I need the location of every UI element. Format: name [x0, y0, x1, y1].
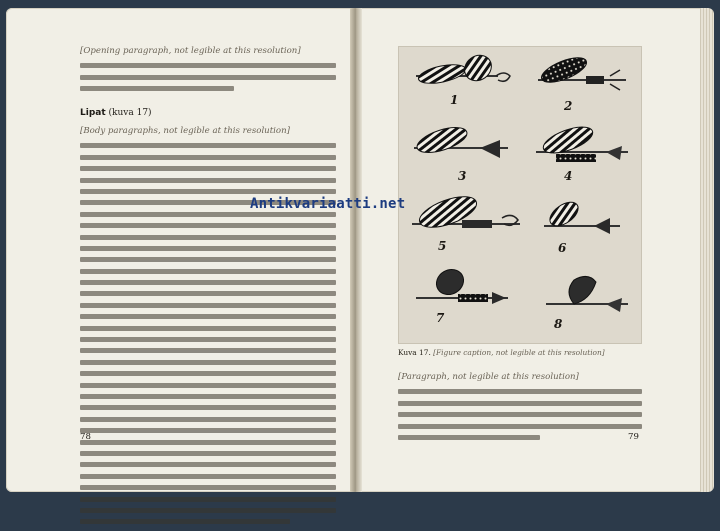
lure-number-8: 8 — [554, 317, 563, 331]
lure-7 — [416, 265, 508, 304]
text-line — [80, 269, 336, 274]
text-line — [80, 348, 336, 353]
text-line — [80, 178, 336, 183]
text-line — [398, 412, 642, 417]
lure-number-5: 5 — [438, 239, 447, 253]
page-edges — [700, 8, 714, 492]
text-line — [80, 360, 336, 365]
section-heading — [80, 108, 152, 118]
text-line — [80, 291, 336, 296]
watermark: Antikvariaatti.net — [250, 196, 406, 212]
lure-number-6: 6 — [558, 241, 567, 255]
text-line — [80, 462, 336, 467]
lure-3 — [414, 122, 508, 158]
text-line — [80, 75, 336, 80]
lure-4 — [536, 122, 628, 162]
text-line — [80, 223, 336, 228]
text-line — [80, 440, 336, 445]
text-line — [80, 519, 290, 524]
left-body-block — [80, 126, 336, 531]
section-figure-ref: (kuva 17) — [108, 108, 152, 118]
lure-photo-plate — [398, 46, 642, 344]
text-line — [80, 508, 336, 513]
text-line — [398, 401, 642, 406]
lure-1 — [416, 50, 510, 87]
lure-number-2: 2 — [564, 99, 573, 113]
left-intro-lines — [80, 63, 336, 91]
text-line — [80, 337, 336, 342]
text-line — [398, 389, 642, 394]
text-line — [80, 474, 336, 479]
text-line — [80, 280, 336, 285]
lure-number-7: 7 — [436, 311, 445, 325]
figure-caption-label: Kuva 17. — [398, 348, 431, 357]
text-line — [398, 435, 540, 440]
text-line — [80, 394, 336, 399]
page-number-right: 79 — [628, 432, 639, 442]
text-line — [80, 86, 234, 91]
lure-number-3: 3 — [458, 169, 467, 183]
text-line — [80, 246, 336, 251]
left-intro-placeholder: [Opening paragraph, not legible at this resolution] — [80, 46, 301, 56]
text-line — [80, 189, 336, 194]
lure-5 — [412, 190, 520, 233]
text-line — [80, 63, 336, 68]
text-line — [80, 155, 336, 160]
text-line — [80, 314, 336, 319]
left-body-placeholder: [Body paragraphs, not legible at this resolution] — [80, 126, 290, 136]
text-line — [80, 166, 336, 171]
lure-number-4: 4 — [564, 169, 573, 183]
text-line — [80, 303, 336, 308]
lure-number-1: 1 — [450, 93, 459, 107]
text-line — [80, 497, 336, 502]
text-line — [80, 326, 336, 331]
text-line — [80, 212, 336, 217]
book-spine — [350, 8, 362, 492]
figure-caption-placeholder: [Figure caption, not legible at this resolution] — [433, 348, 605, 357]
text-line — [80, 428, 336, 433]
left-intro-block — [80, 46, 336, 98]
lure-6 — [544, 197, 620, 234]
right-body-lines — [398, 389, 642, 440]
text-line — [80, 143, 336, 148]
lure-figure — [398, 46, 642, 344]
text-line — [80, 405, 336, 410]
text-line — [80, 371, 336, 376]
right-body-block — [398, 372, 642, 446]
text-line — [80, 417, 336, 422]
text-line — [80, 485, 336, 490]
text-line — [80, 383, 336, 388]
section-title: Lipat — [80, 108, 106, 118]
text-line — [80, 257, 336, 262]
text-line — [80, 451, 336, 456]
right-body-placeholder: [Paragraph, not legible at this resolution] — [398, 372, 579, 382]
figure-caption — [398, 348, 642, 357]
lure-2 — [538, 53, 626, 90]
lure-8 — [546, 276, 628, 312]
text-line — [80, 235, 336, 240]
text-line — [398, 424, 642, 429]
page-number-left: 78 — [80, 432, 91, 442]
